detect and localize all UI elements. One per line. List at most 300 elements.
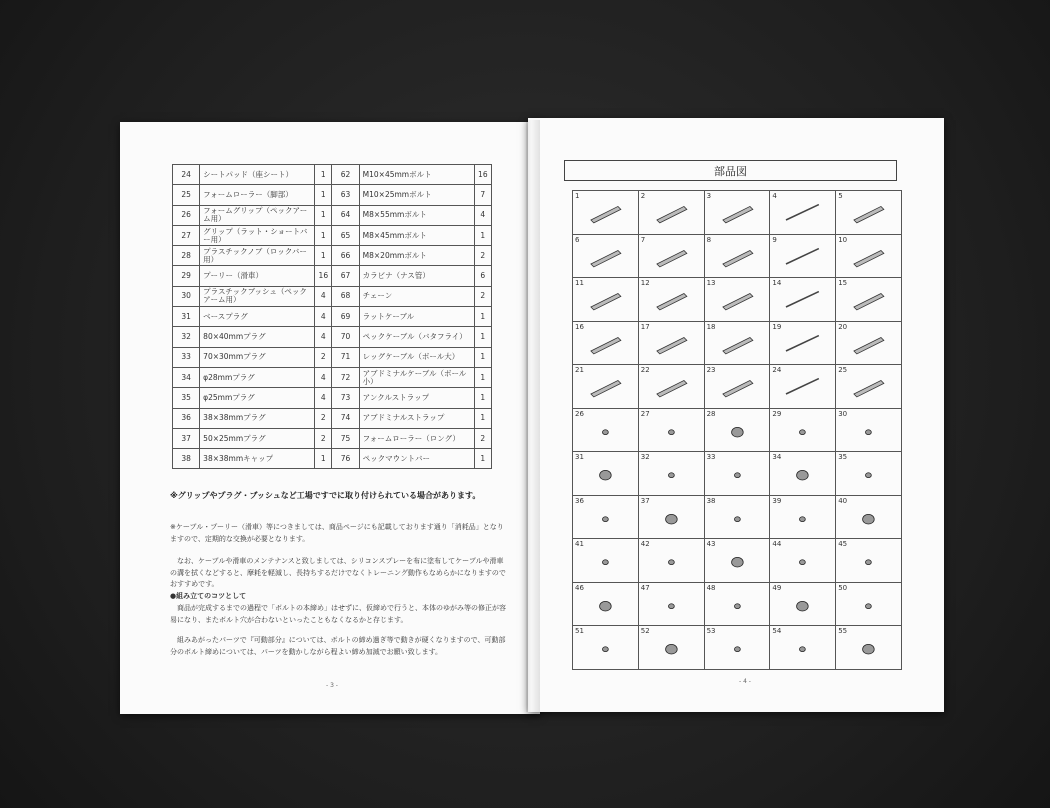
part-quantity: 1 [315,449,332,469]
part-drawing [836,496,901,539]
part-drawing [705,365,770,408]
part-drawing [705,278,770,321]
part-cell [770,365,836,409]
right-page [528,118,944,712]
part-number: 27 [173,225,200,245]
part-shape [591,381,621,397]
part-cell [573,235,639,279]
part-shape [722,294,752,310]
part-drawing [573,626,638,669]
part-name: φ25mmプラグ [200,388,315,408]
part-cell [639,278,705,322]
part-shape [734,517,740,522]
part-cell-number: 21 [575,366,584,375]
part-number: 64 [332,205,359,225]
parts-table-row [173,408,492,428]
part-cell-number: 50 [838,583,848,592]
part-cell [639,539,705,583]
parts-diagram-title: 部品図 [564,160,897,181]
part-drawing [705,409,770,452]
part-quantity: 1 [315,246,332,266]
part-name: ベースプラグ [200,307,315,327]
part-shape [786,205,819,220]
part-cell [639,365,705,409]
part-shape [600,471,612,481]
part-number: 37 [173,428,200,448]
part-shape [722,206,752,222]
part-cell-number: 22 [640,366,650,375]
part-drawing [705,539,770,582]
part-cell-number: 2 [640,192,646,200]
part-cell [836,191,902,235]
part-cell-number: 24 [772,366,782,375]
parts-table-row [173,449,492,469]
part-cell [770,191,836,235]
part-cell-number: 48 [706,583,716,592]
part-cell-number: 31 [575,453,584,462]
part-name: アンクルストラップ [359,388,474,408]
part-number: 74 [332,408,359,428]
part-cell [770,539,836,583]
part-drawing [705,626,770,669]
page-number-right: - 4 - [739,678,751,685]
part-drawing [836,278,901,321]
part-quantity: 1 [474,388,491,408]
part-shape [800,430,806,435]
part-drawing [573,191,638,234]
part-cell [639,583,705,627]
part-cell [639,409,705,453]
part-cell-number: 54 [772,627,782,636]
part-number: 62 [332,165,359,185]
part-shape [866,430,872,435]
parts-table-row [173,246,492,266]
part-cell [836,496,902,540]
parts-table [172,164,492,469]
part-quantity: 1 [315,205,332,225]
parts-table-row [173,225,492,245]
part-drawing [836,235,901,278]
part-shape [800,647,806,652]
part-cell-number: 7 [640,235,646,244]
part-cell-number: 25 [838,366,848,375]
part-name: 50×25mmプラグ [200,428,315,448]
part-cell-number: 23 [706,366,716,375]
part-cell-number: 10 [838,235,848,244]
part-shape [591,337,621,353]
part-cell-number: 1 [575,192,580,200]
part-cell [705,235,771,279]
part-number: 67 [332,266,359,286]
part-shape [591,206,621,222]
part-quantity: 1 [474,408,491,428]
part-shape [786,335,819,350]
part-name: フォームローラー（脚部） [200,185,315,205]
part-name: φ28mmプラグ [200,367,315,387]
part-number: 75 [332,428,359,448]
parts-table-row [173,327,492,347]
part-drawing [705,235,770,278]
part-cell [836,626,902,670]
part-cell-number: 29 [772,409,782,418]
part-cell-number: 46 [575,583,584,592]
part-shape [731,427,743,437]
part-quantity: 4 [315,286,332,306]
part-quantity: 4 [315,307,332,327]
part-drawing [705,496,770,539]
part-cell-number: 13 [706,279,716,288]
part-name: プラスチックブッシュ（ペックアーム用） [200,286,315,306]
part-cell-number: 17 [640,322,650,331]
part-cell [573,409,639,453]
part-shape [668,430,674,435]
part-cell [770,322,836,366]
part-drawing [836,409,901,452]
part-shape [854,294,884,310]
part-number: 29 [173,266,200,286]
part-cell-number: 47 [640,583,650,592]
part-cell-number: 32 [640,453,650,462]
part-shape [657,250,687,266]
part-shape [866,473,872,478]
part-drawing [770,626,835,669]
part-number: 32 [173,327,200,347]
part-shape [800,560,806,565]
part-shape [722,250,752,266]
part-drawing [573,278,638,321]
part-quantity: 2 [315,408,332,428]
part-cell [573,539,639,583]
part-cell-number: 39 [772,496,782,505]
part-drawing [639,539,704,582]
part-shape [665,645,677,655]
part-cell [705,191,771,235]
part-number: 33 [173,347,200,367]
part-cell [639,235,705,279]
part-name: 80×40mmプラグ [200,327,315,347]
part-cell-number: 37 [640,496,650,505]
part-name: 70×30mmプラグ [200,347,315,367]
part-quantity: 4 [315,388,332,408]
part-drawing [705,322,770,365]
part-name: フォームローラー（ロング） [359,428,474,448]
part-drawing [770,409,835,452]
part-quantity: 7 [474,185,491,205]
part-shape [668,560,674,565]
part-number: 65 [332,225,359,245]
part-number: 26 [173,205,200,225]
part-drawing [573,583,638,626]
part-shape [863,645,875,655]
part-cell-number: 15 [838,279,848,288]
part-number: 28 [173,246,200,266]
part-drawing [770,278,835,321]
part-shape [731,558,743,568]
part-cell [770,409,836,453]
part-cell [770,626,836,670]
part-drawing [836,583,901,626]
part-shape [734,604,740,609]
part-number: 63 [332,185,359,205]
part-cell [836,583,902,627]
part-cell-number: 40 [838,496,848,505]
part-number: 24 [173,165,200,185]
part-number: 66 [332,246,359,266]
part-cell [573,496,639,540]
part-cell-number: 55 [838,627,848,636]
part-cell [573,452,639,496]
part-number: 36 [173,408,200,428]
part-cell-number: 41 [575,540,584,549]
part-cell [573,191,639,235]
part-drawing [770,322,835,365]
part-cell [836,452,902,496]
part-shape [734,647,740,652]
part-shape [657,337,687,353]
part-drawing [639,235,704,278]
part-number: 35 [173,388,200,408]
part-cell-number: 20 [838,322,848,331]
part-drawing [639,496,704,539]
part-drawing [639,322,704,365]
part-cell [705,365,771,409]
part-cell-number: 43 [706,540,716,549]
part-cell-number: 4 [772,192,777,200]
part-name: カラビナ（ナス管） [359,266,474,286]
part-name: M8×45mmボルト [359,225,474,245]
part-drawing [770,496,835,539]
part-drawing [573,496,638,539]
part-shape [722,337,752,353]
part-drawing [573,365,638,408]
part-shape [786,292,819,307]
part-drawing [770,583,835,626]
part-shape [866,604,872,609]
part-shape [602,517,608,522]
part-shape [600,601,612,611]
part-cell [836,322,902,366]
parts-table-row [173,205,492,225]
consumables-note: ※ケーブル・プーリー（滑車）等につきましては、商品ページにも記載しております通り「消耗品」となりますので、定期的な交換が必要となります。 [170,523,504,543]
part-number: 70 [332,327,359,347]
part-drawing [705,583,770,626]
part-drawing [836,365,901,408]
part-quantity: 1 [315,165,332,185]
part-drawing [639,452,704,495]
part-name: ラットケーブル [359,307,474,327]
part-drawing [639,409,704,452]
part-shape [854,250,884,266]
part-cell-number: 18 [706,322,716,331]
part-cell-number: 38 [706,496,716,505]
part-cell [770,452,836,496]
parts-table-row [173,388,492,408]
part-shape [786,379,819,394]
part-shape [657,294,687,310]
part-shape [665,514,677,524]
part-drawing [639,278,704,321]
part-drawing [836,452,901,495]
part-cell-number: 28 [706,409,716,418]
part-name: M10×25mmボルト [359,185,474,205]
part-quantity: 6 [474,266,491,286]
part-cell [639,626,705,670]
part-number: 76 [332,449,359,469]
part-drawing [573,409,638,452]
part-shape [854,206,884,222]
part-drawing [573,452,638,495]
part-shape [722,381,752,397]
part-quantity: 1 [474,367,491,387]
part-cell-number: 52 [640,627,650,636]
part-cell-number: 49 [772,583,782,592]
part-shape [668,473,674,478]
part-cell-number: 35 [838,453,848,462]
part-shape [786,248,819,263]
book-spine [526,120,540,712]
parts-table-row [173,307,492,327]
part-cell [705,322,771,366]
part-cell [705,583,771,627]
part-drawing [639,365,704,408]
part-shape [734,473,740,478]
parts-table-row [173,185,492,205]
part-cell [770,496,836,540]
part-cell [770,235,836,279]
part-number: 38 [173,449,200,469]
part-cell [705,496,771,540]
part-cell-number: 9 [772,235,777,244]
part-name: チェーン [359,286,474,306]
part-shape [854,381,884,397]
part-quantity: 4 [315,367,332,387]
part-quantity: 1 [315,225,332,245]
part-quantity: 2 [315,347,332,367]
part-drawing [770,539,835,582]
part-drawing [573,235,638,278]
part-cell [639,191,705,235]
part-quantity: 2 [474,286,491,306]
part-drawing [770,452,835,495]
part-number: 69 [332,307,359,327]
part-name: アブドミナルケーブル（ボール小） [359,367,474,387]
part-shape [800,517,806,522]
part-number: 72 [332,367,359,387]
part-quantity: 2 [474,246,491,266]
part-number: 68 [332,286,359,306]
part-name: 38×38mmキャップ [200,449,315,469]
part-cell-number: 27 [640,409,650,418]
part-quantity: 16 [474,165,491,185]
part-quantity: 1 [474,347,491,367]
maintenance-note: なお、ケーブルや滑車のメンテナンスと致しましては、シリコンスプレーを布に塗布してケーブルや滑車の溝を拭くなどすると、摩耗を軽減し、長持ちするだけでなくトレーニング動作もなめらかになりますのでおすすめです。 [170,557,506,588]
part-cell [573,626,639,670]
part-shape [797,471,809,481]
part-shape [591,250,621,266]
part-cell [573,322,639,366]
part-cell-number: 44 [772,540,782,549]
part-quantity: 4 [315,327,332,347]
part-name: グリップ（ラット・ショートバー用） [200,225,315,245]
parts-table-row [173,286,492,306]
part-number: 71 [332,347,359,367]
part-cell [573,278,639,322]
part-name: プラスチックノブ（ロックバー用） [200,246,315,266]
part-cell-number: 8 [706,235,712,244]
part-cell [836,365,902,409]
part-shape [602,647,608,652]
part-cell-number: 26 [575,409,584,418]
part-cell-number: 33 [706,453,716,462]
part-cell-number: 5 [838,192,843,200]
part-cell-number: 36 [575,496,584,505]
part-cell [705,539,771,583]
part-cell-number: 14 [772,279,782,288]
assembly-tips-heading: ●組み立てのコツとして [170,592,247,600]
assembly-tips-text: 商品が完成するまでの過程で「ボルトの本締め」はせずに、仮締めで行うと、本体のゆがみ等の修正が容易になり、またボルト穴が合わないといったこともなくなるかと存じます。 [170,604,506,624]
part-drawing [836,539,901,582]
part-cell [573,365,639,409]
parts-table-row [173,266,492,286]
left-page [120,122,540,714]
part-name: シートパッド（座シート） [200,165,315,185]
part-name: プーリー（滑車） [200,266,315,286]
part-drawing [770,191,835,234]
part-name: M10×45mmボルト [359,165,474,185]
part-drawing [573,322,638,365]
part-quantity: 2 [315,428,332,448]
part-number: 25 [173,185,200,205]
parts-table-row [173,165,492,185]
part-name: ペックケーブル（バタフライ） [359,327,474,347]
part-cell-number: 3 [706,192,712,200]
part-shape [863,514,875,524]
part-quantity: 4 [474,205,491,225]
part-name: 38×38mmプラグ [200,408,315,428]
part-cell [836,409,902,453]
part-cell [836,235,902,279]
part-shape [657,381,687,397]
part-cell-number: 30 [838,409,848,418]
part-shape [657,206,687,222]
part-cell [639,452,705,496]
part-name: M8×20mmボルト [359,246,474,266]
part-shape [602,430,608,435]
moving-parts-note: 組みあがったパーツで『可動部分』については、ボルトの締め過ぎ等で動きが硬くなりますので、可動部分のボルト締めについては、パーツを動かしながら程よい締め加減でお願い致します。 [170,636,506,656]
part-drawing [705,191,770,234]
part-cell [770,278,836,322]
part-shape [602,560,608,565]
part-cell-number: 34 [772,453,782,462]
part-cell [573,583,639,627]
part-cell [639,496,705,540]
part-quantity: 1 [315,185,332,205]
part-quantity: 1 [474,307,491,327]
part-cell [770,583,836,627]
part-cell-number: 45 [838,540,848,549]
part-cell-number: 42 [640,540,650,549]
part-cell [705,278,771,322]
part-cell-number: 16 [575,322,584,331]
part-shape [668,604,674,609]
parts-table-row [173,428,492,448]
part-cell [705,626,771,670]
part-name: フォームグリップ（ペックアーム用） [200,205,315,225]
part-quantity: 1 [474,327,491,347]
part-number: 31 [173,307,200,327]
part-drawing [639,191,704,234]
part-name: レッグケーブル（ボール大） [359,347,474,367]
